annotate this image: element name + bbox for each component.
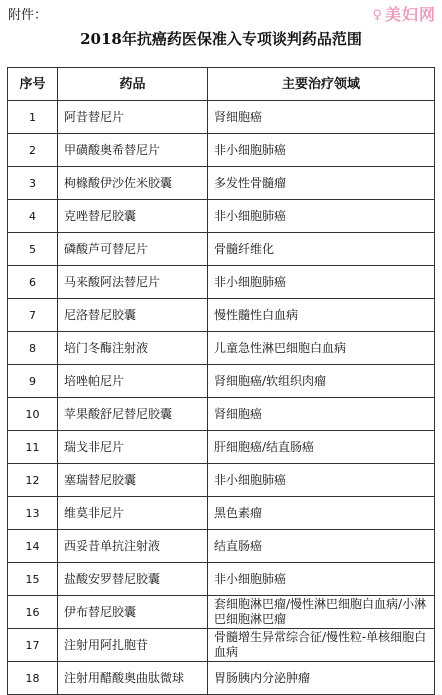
treatment-area-cell: 结直肠癌 [208, 530, 435, 563]
treatment-area-cell: 肝细胞癌/结直肠癌 [208, 431, 435, 464]
table-row [8, 629, 435, 662]
drug-name-cell: 尼洛替尼胶囊 [58, 299, 208, 332]
treatment-area-cell: 肾细胞癌 [208, 101, 435, 134]
column-header-drug: 药品 [58, 68, 208, 101]
treatment-area-cell: 非小细胞肺癌 [208, 200, 435, 233]
row-number-cell: 18 [8, 662, 58, 695]
row-number-cell: 10 [8, 398, 58, 431]
table-row [8, 299, 435, 332]
table-row [8, 464, 435, 497]
row-number-cell: 11 [8, 431, 58, 464]
row-number-cell: 17 [8, 629, 58, 662]
table-row [8, 134, 435, 167]
treatment-area-cell: 骨髓纤维化 [208, 233, 435, 266]
drug-name-cell: 甲磺酸奥希替尼片 [58, 134, 208, 167]
drug-name-cell: 马来酸阿法替尼片 [58, 266, 208, 299]
row-number-cell: 16 [8, 596, 58, 629]
treatment-area-cell: 胃肠胰内分泌肿瘤 [208, 662, 435, 695]
table-row [8, 662, 435, 695]
drug-name-cell: 注射用醋酸奥曲肽微球 [58, 662, 208, 695]
drug-name-cell: 瑞戈非尼片 [58, 431, 208, 464]
treatment-area-cell: 儿童急性淋巴细胞白血病 [208, 332, 435, 365]
row-number-cell: 6 [8, 266, 58, 299]
row-number-cell: 1 [8, 101, 58, 134]
drug-name-cell: 注射用阿扎胞苷 [58, 629, 208, 662]
drug-name-cell: 克唑替尼胶囊 [58, 200, 208, 233]
table-row [8, 266, 435, 299]
row-number-cell: 12 [8, 464, 58, 497]
drug-name-cell: 伊布替尼胶囊 [58, 596, 208, 629]
drug-name-cell: 盐酸安罗替尼胶囊 [58, 563, 208, 596]
drug-name-cell: 塞瑞替尼胶囊 [58, 464, 208, 497]
table-row [8, 530, 435, 563]
table-row [8, 167, 435, 200]
row-number-cell: 4 [8, 200, 58, 233]
figure-icon: ♀ [372, 8, 383, 23]
drug-name-cell: 枸橼酸伊沙佐米胶囊 [58, 167, 208, 200]
table-row [8, 101, 435, 134]
table-row [8, 200, 435, 233]
table-row [8, 431, 435, 464]
row-number-cell: 7 [8, 299, 58, 332]
row-number-cell: 13 [8, 497, 58, 530]
drug-name-cell: 磷酸芦可替尼片 [58, 233, 208, 266]
table-row [8, 398, 435, 431]
column-header-no: 序号 [8, 68, 58, 101]
treatment-area-cell: 慢性髓性白血病 [208, 299, 435, 332]
treatment-area-cell: 非小细胞肺癌 [208, 266, 435, 299]
row-number-cell: 8 [8, 332, 58, 365]
document-title: 2018年抗癌药医保准入专项谈判药品范围 [80, 30, 362, 48]
drug-name-cell: 西妥昔单抗注射液 [58, 530, 208, 563]
row-number-cell: 15 [8, 563, 58, 596]
table-row [8, 563, 435, 596]
table-row [8, 332, 435, 365]
treatment-area-cell: 肾细胞癌/软组织肉瘤 [208, 365, 435, 398]
column-header-area: 主要治疗领域 [208, 68, 435, 101]
row-number-cell: 3 [8, 167, 58, 200]
table-header-row [8, 68, 435, 101]
row-number-cell: 14 [8, 530, 58, 563]
watermark-logo [372, 2, 436, 25]
table-body [8, 101, 435, 695]
table-row [8, 596, 435, 629]
treatment-area-cell: 非小细胞肺癌 [208, 464, 435, 497]
attachment-label: 附件： [8, 8, 48, 23]
row-number-cell: 2 [8, 134, 58, 167]
row-number-cell: 9 [8, 365, 58, 398]
treatment-area-cell: 骨髓增生异常综合征/慢性粒-单核细胞白血病 [208, 629, 435, 662]
drug-name-cell: 培唑帕尼片 [58, 365, 208, 398]
table-row [8, 497, 435, 530]
drug-name-cell: 阿昔替尼片 [58, 101, 208, 134]
drug-name-cell: 培门冬酶注射液 [58, 332, 208, 365]
treatment-area-cell: 肾细胞癌 [208, 398, 435, 431]
treatment-area-cell: 黑色素瘤 [208, 497, 435, 530]
treatment-area-cell: 套细胞淋巴瘤/慢性淋巴细胞白血病/小淋巴细胞淋巴瘤 [208, 596, 435, 629]
drug-name-cell: 维莫非尼片 [58, 497, 208, 530]
treatment-area-cell: 非小细胞肺癌 [208, 563, 435, 596]
watermark-text: 美妇网 [384, 5, 436, 24]
treatment-area-cell: 多发性骨髓瘤 [208, 167, 435, 200]
table-row [8, 233, 435, 266]
drug-table [7, 67, 435, 695]
table-row [8, 365, 435, 398]
treatment-area-cell: 非小细胞肺癌 [208, 134, 435, 167]
row-number-cell: 5 [8, 233, 58, 266]
drug-name-cell: 苹果酸舒尼替尼胶囊 [58, 398, 208, 431]
